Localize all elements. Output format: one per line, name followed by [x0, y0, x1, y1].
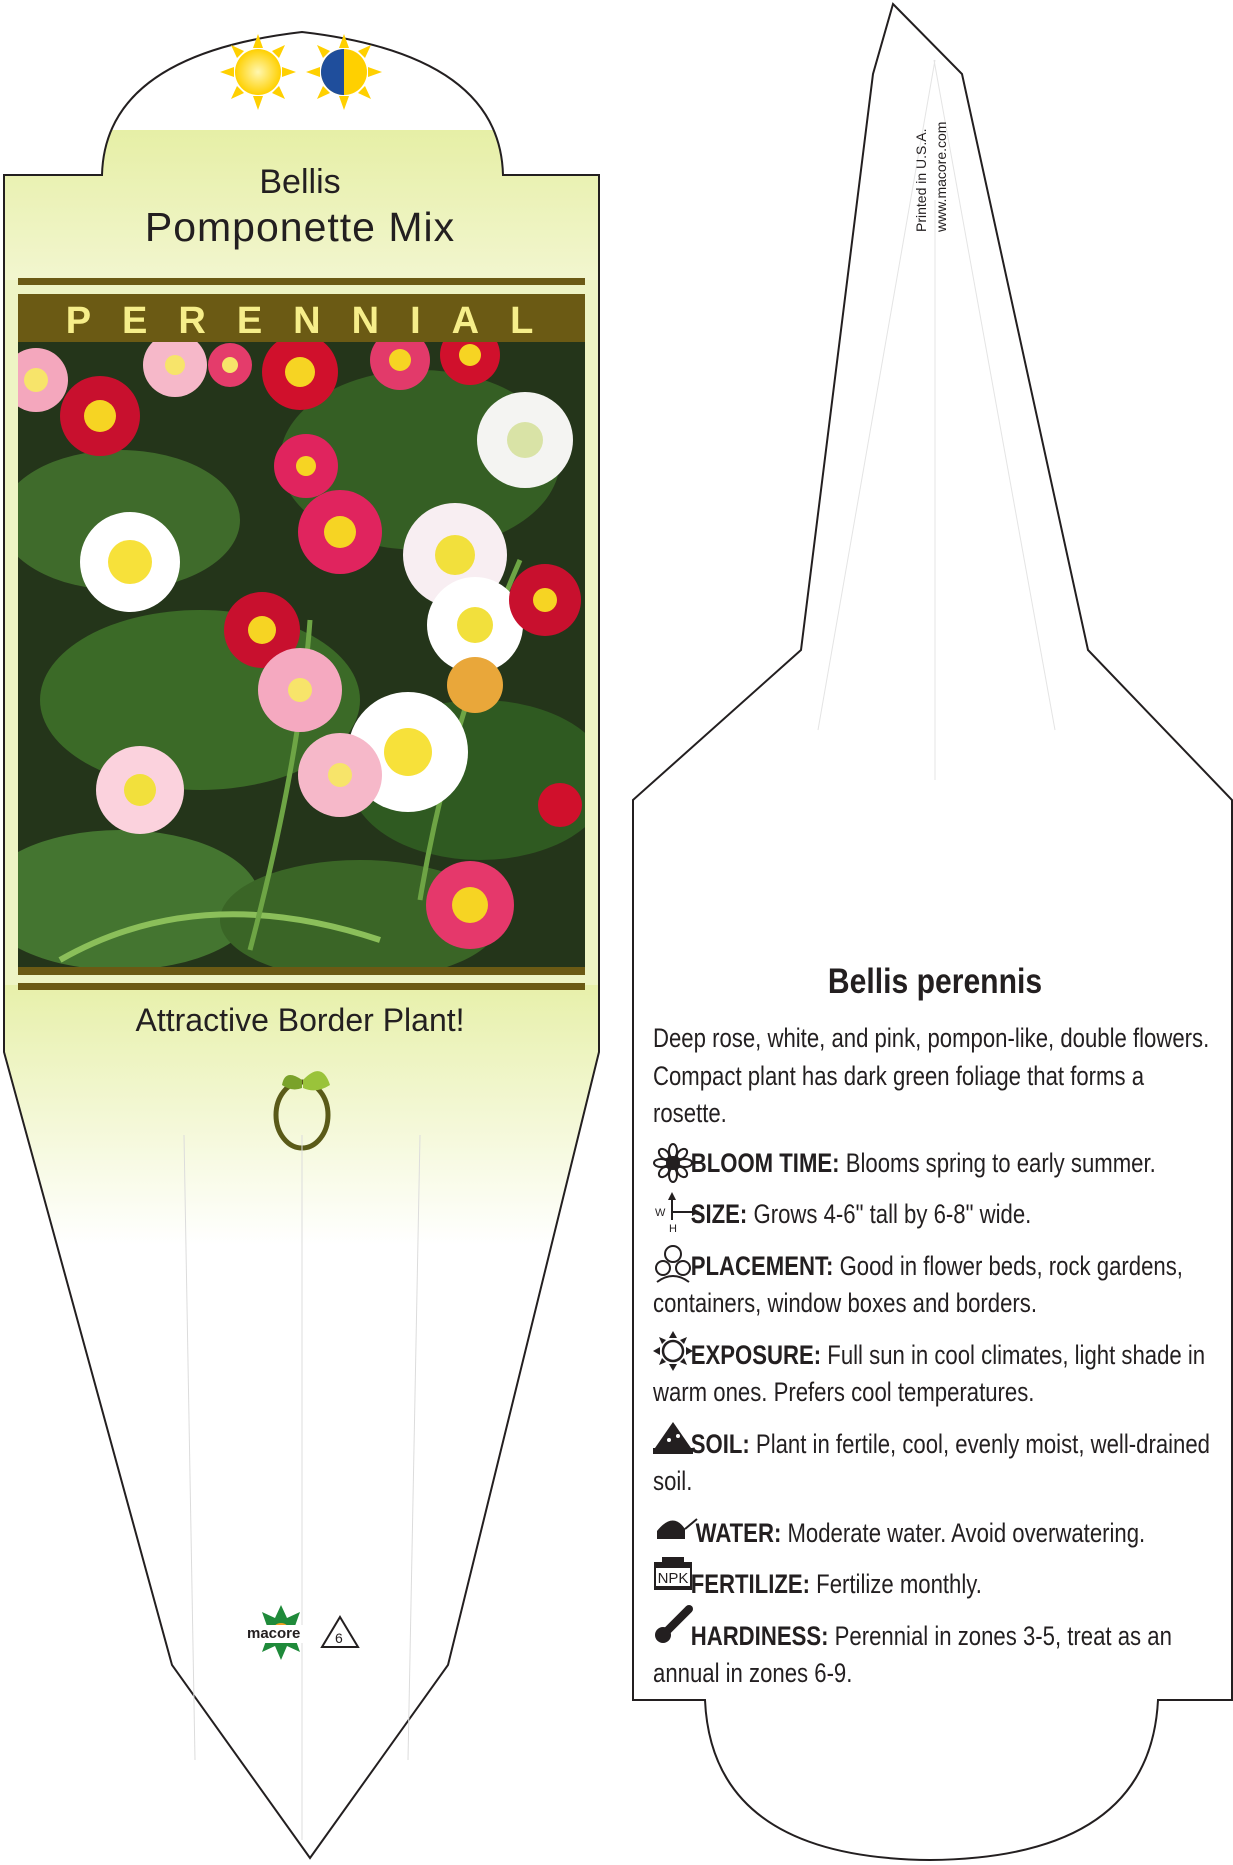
- bloom-time-row: BLOOM TIME: Blooms spring to early summer.: [690, 1147, 1156, 1178]
- exposure-row: EXPOSURE: Full sun in cool climates, light shade in warm ones. Prefers cool temperatures.: [653, 1339, 1206, 1407]
- plant-photo: [0, 325, 610, 980]
- plant-genus: Bellis: [259, 163, 341, 201]
- water-row: WATER: Moderate water. Avoid overwatering.: [695, 1517, 1146, 1548]
- npk-label: NPK: [657, 1570, 689, 1587]
- size-icon-h: H: [669, 1223, 677, 1235]
- care-info: [653, 1020, 1213, 1707]
- botanical-name: Bellis perennis: [827, 962, 1043, 1001]
- fertilize-row: FERTILIZE: Fertilize monthly.: [690, 1569, 982, 1599]
- description: Deep rose, white, and pink, pompon-like, double flowers. Compact plant has dark green foliage that forms a rosette.: [653, 1023, 1210, 1128]
- part-sun-icon: [306, 34, 382, 110]
- recycle-number: 6: [335, 1630, 343, 1646]
- front-tag: [0, 0, 610, 1865]
- macore-logo-text: macore: [247, 1625, 301, 1642]
- category-banner: PERENNIAL: [65, 300, 565, 342]
- size-icon-w: W: [655, 1207, 666, 1219]
- soil-row: SOIL: Plant in fertile, cool, evenly moist, well-drained soil.: [653, 1428, 1211, 1496]
- tagline: Attractive Border Plant!: [135, 1002, 465, 1038]
- hardiness-row: HARDINESS: Perennial in zones 3-5, treat as an annual in zones 6-9.: [653, 1620, 1172, 1688]
- placement-row: PLACEMENT: Good in flower beds, rock gardens, containers, window boxes and borders.: [653, 1250, 1183, 1318]
- printed-in-usa: Printed in U.S.A.: [913, 128, 929, 232]
- plant-variety: Pomponette Mix: [144, 204, 456, 250]
- full-sun-icon: [220, 34, 296, 110]
- size-row: SIZE: Grows 4-6" tall by 6-8" wide.: [690, 1199, 1032, 1229]
- website: www.macore.com: [933, 121, 949, 232]
